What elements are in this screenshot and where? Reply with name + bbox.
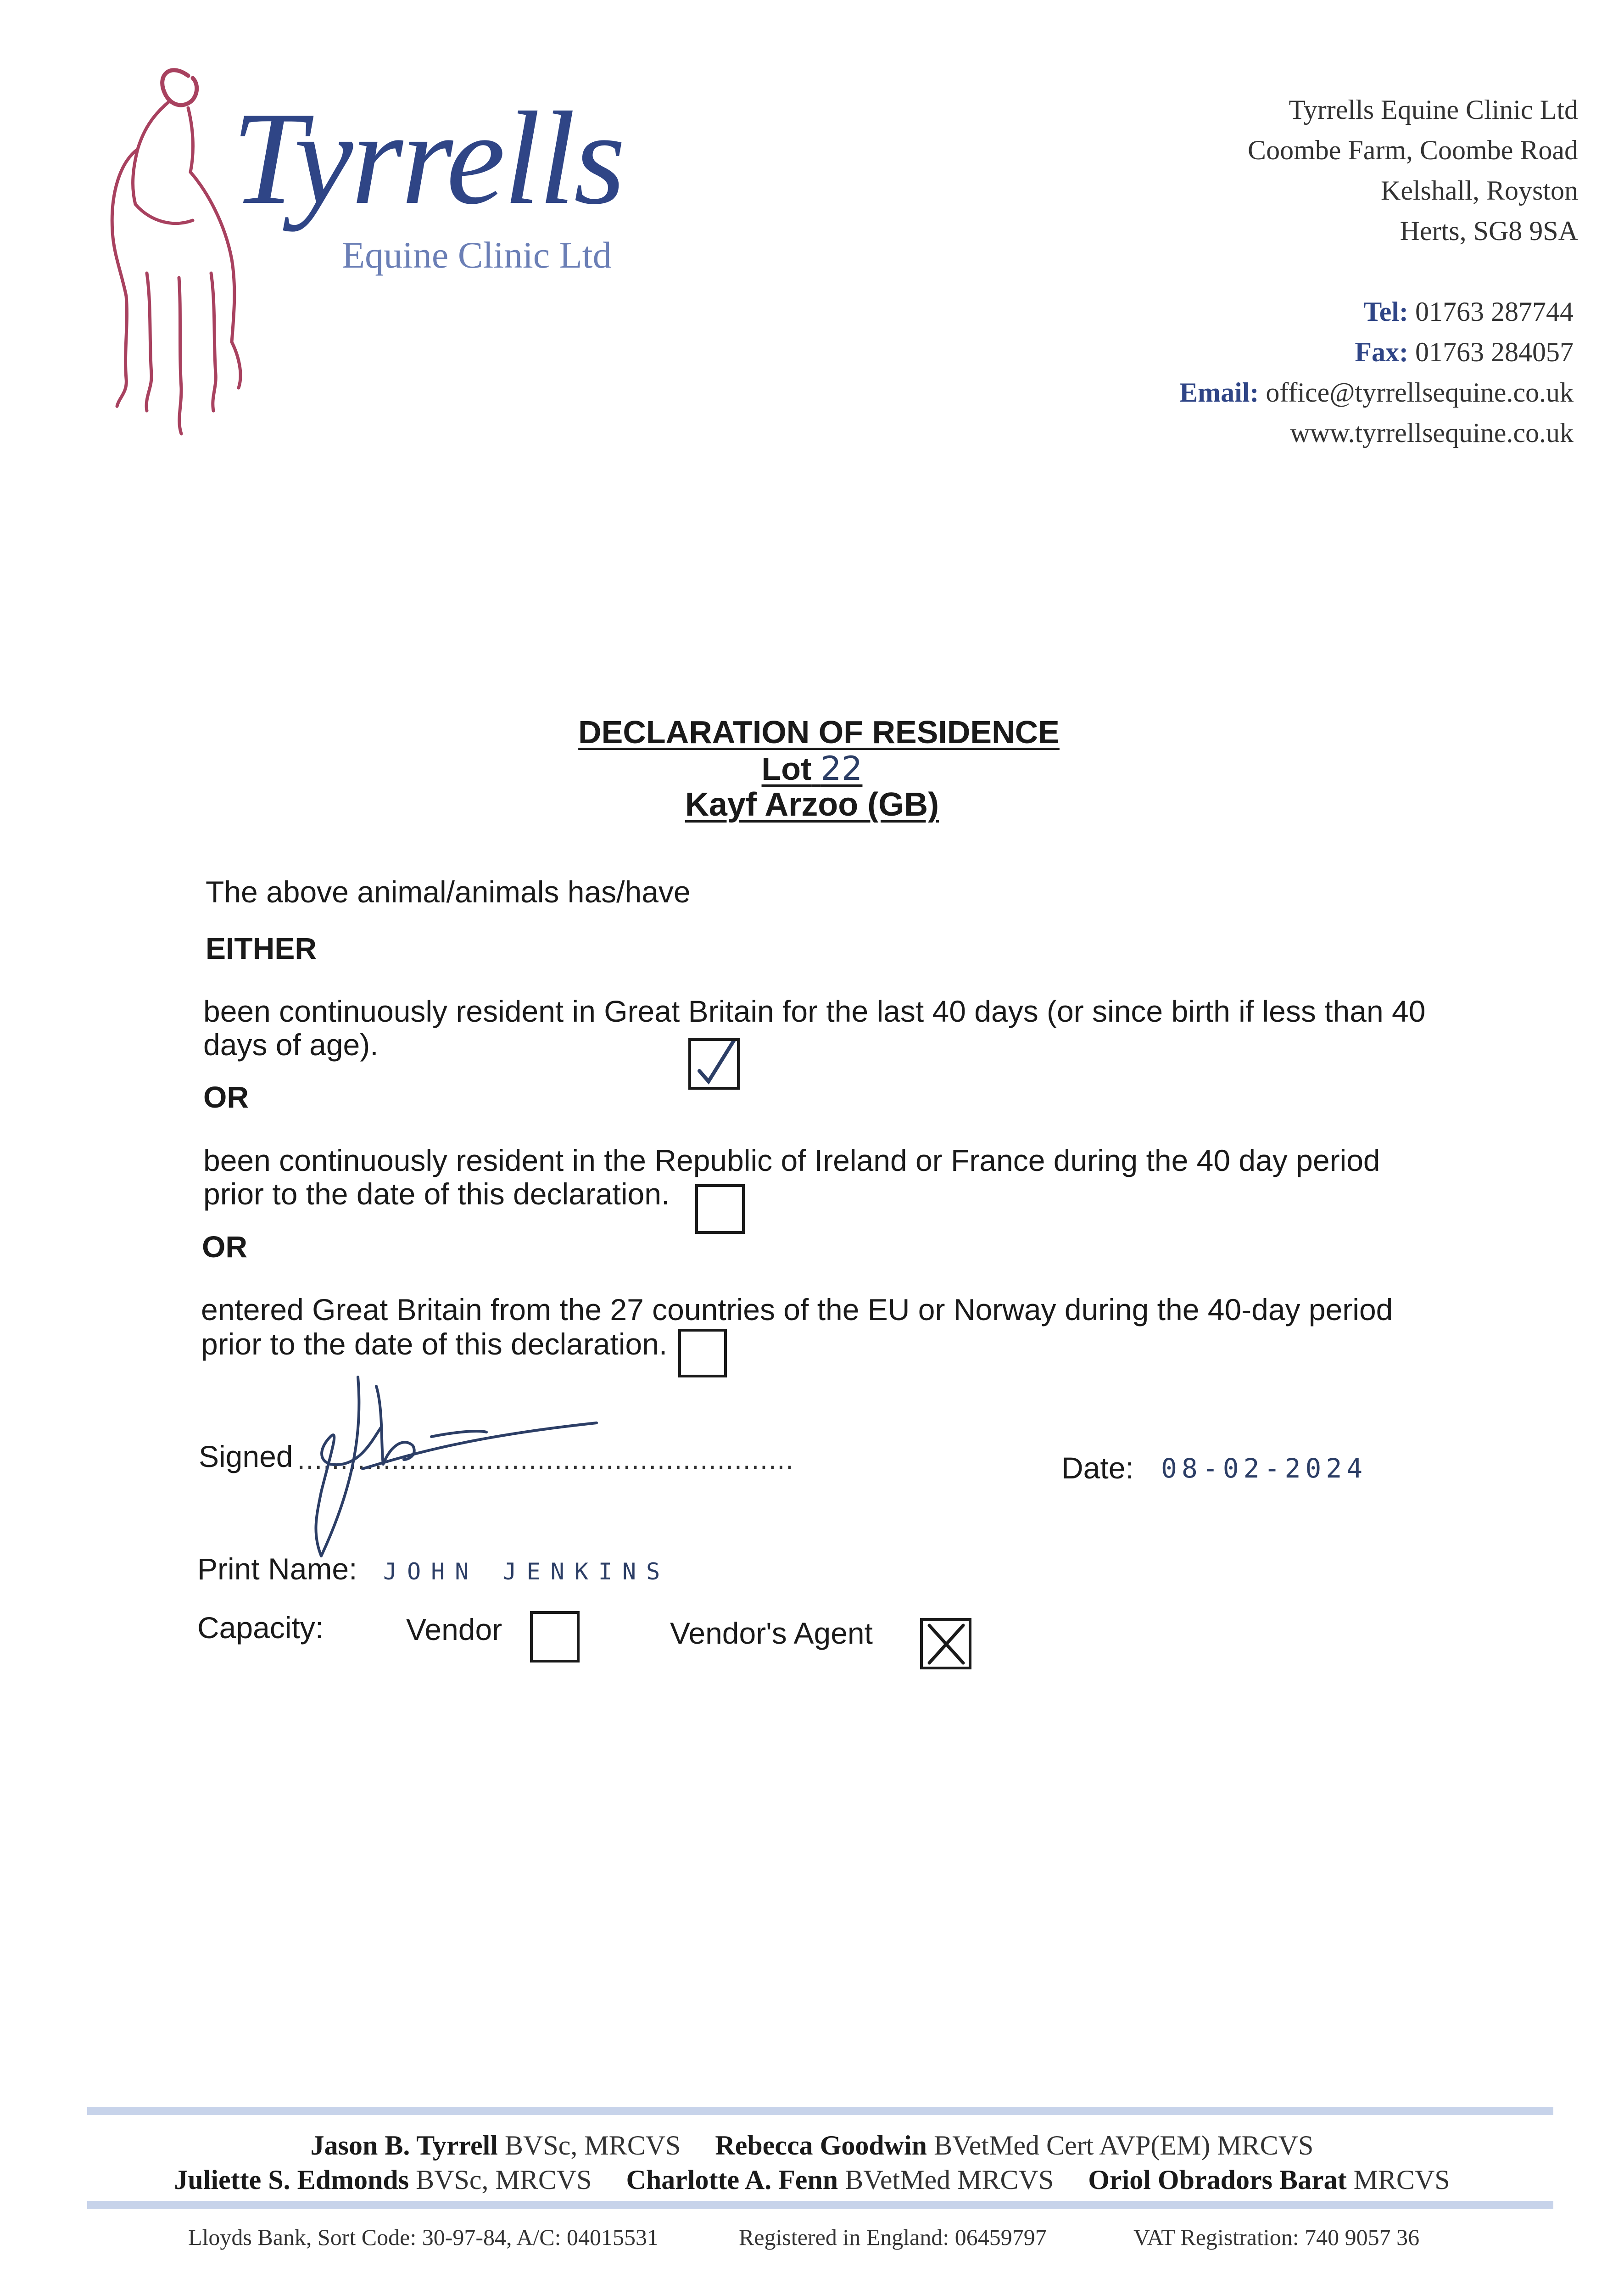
date-label: Date: xyxy=(1061,1451,1134,1485)
print-name-value: JOHN JENKINS xyxy=(383,1558,670,1585)
footer-vat: VAT Registration: 740 9057 36 xyxy=(1133,2224,1420,2250)
vendor-agent-label: Vendor's Agent xyxy=(670,1616,873,1650)
option1-line1: been continuously resident in Great Britain for the last 40 days (or since birth if less than 40 xyxy=(203,994,1426,1028)
option2-line1: been continuously resident in the Republic of Ireland or France during the 40 day period xyxy=(203,1143,1380,1177)
intro-text: The above animal/animals has/have xyxy=(206,875,691,909)
footer-bank: Lloyds Bank, Sort Code: 30-97-84, A/C: 04015531 xyxy=(188,2224,659,2250)
tel-row xyxy=(839,291,1574,332)
vet-name: Jason B. Tyrrell xyxy=(310,2130,498,2161)
cross-mark-icon xyxy=(923,1621,969,1667)
date-value: 08-02-2024 xyxy=(1161,1453,1367,1484)
footer-vets-row1 xyxy=(0,2130,1624,2161)
footer-registered: Registered in England: 06459797 xyxy=(739,2224,1047,2250)
address-line: Coombe Farm, Coombe Road xyxy=(1248,135,1578,165)
email-row xyxy=(839,372,1574,413)
tel-value: 01763 287744 xyxy=(1415,297,1574,327)
website-link[interactable]: www.tyrrellsequine.co.uk xyxy=(1290,418,1574,448)
logo-wordmark: Tyrrells xyxy=(232,84,624,232)
vet-quals: BVetMed MRCVS xyxy=(845,2165,1054,2195)
vet-quals: BVetMed Cert AVP(EM) MRCVS xyxy=(934,2130,1314,2161)
lot-heading xyxy=(0,749,1624,788)
clinic-contact xyxy=(839,291,1574,453)
or-label-1: OR xyxy=(203,1080,249,1114)
tel-label: Tel: xyxy=(1363,297,1408,327)
print-name-label: Print Name: xyxy=(197,1552,357,1586)
vet-quals: BVSc, MRCVS xyxy=(504,2130,681,2161)
option1-checkbox[interactable] xyxy=(688,1038,740,1090)
footer-vets-row2 xyxy=(0,2164,1624,2196)
lot-number: 22 xyxy=(820,749,863,788)
or-label-2: OR xyxy=(202,1230,247,1264)
footer-rule-bottom xyxy=(87,2201,1553,2209)
email-label: Email: xyxy=(1179,377,1259,408)
signature-line: .......................................................... xyxy=(297,1444,794,1475)
vendor-agent-checkbox[interactable] xyxy=(920,1618,971,1669)
fax-value: 01763 284057 xyxy=(1415,337,1574,367)
footer-rule-top xyxy=(87,2107,1553,2115)
address-line: Herts, SG8 9SA xyxy=(1400,216,1578,246)
option1-line2: days of age). xyxy=(203,1028,379,1062)
logo-subtitle: Equine Clinic Ltd xyxy=(342,234,612,276)
address-line: Kelshall, Royston xyxy=(1381,175,1578,206)
signature-scribble xyxy=(294,1340,615,1570)
option3-checkbox[interactable] xyxy=(678,1329,727,1377)
vendor-checkbox[interactable] xyxy=(530,1611,580,1662)
fax-label: Fax: xyxy=(1355,337,1408,367)
vet-quals: MRCVS xyxy=(1353,2165,1450,2195)
option3-line2: prior to the date of this declaration. xyxy=(201,1327,668,1361)
vet-name: Charlotte A. Fenn xyxy=(626,2165,838,2195)
address-line: Tyrrells Equine Clinic Ltd xyxy=(1289,95,1578,125)
lot-label: Lot xyxy=(761,751,812,787)
horse-name: Kayf Arzoo (GB) xyxy=(685,786,939,823)
vet-name: Rebecca Goodwin xyxy=(715,2130,927,2161)
option3-line1: entered Great Britain from the 27 countries of the EU or Norway during the 40-day period xyxy=(201,1293,1393,1327)
either-label: EITHER xyxy=(206,931,317,965)
check-icon xyxy=(691,1041,737,1087)
document-title: DECLARATION OF RESIDENCE xyxy=(578,714,1060,750)
email-link[interactable]: office@tyrrellsequine.co.uk xyxy=(1266,377,1574,408)
fax-row xyxy=(839,332,1574,372)
vet-name: Juliette S. Edmonds xyxy=(174,2165,409,2195)
vet-name: Oriol Obradors Barat xyxy=(1088,2165,1347,2195)
option2-line2: prior to the date of this declaration. xyxy=(203,1177,670,1211)
horse-logo-icon xyxy=(101,57,252,438)
clinic-address xyxy=(890,90,1578,251)
vendor-label: Vendor xyxy=(406,1612,502,1646)
option2-checkbox[interactable] xyxy=(695,1184,745,1234)
vet-quals: BVSc, MRCVS xyxy=(416,2165,592,2195)
signed-label: Signed xyxy=(199,1439,293,1473)
capacity-label: Capacity: xyxy=(197,1611,324,1645)
